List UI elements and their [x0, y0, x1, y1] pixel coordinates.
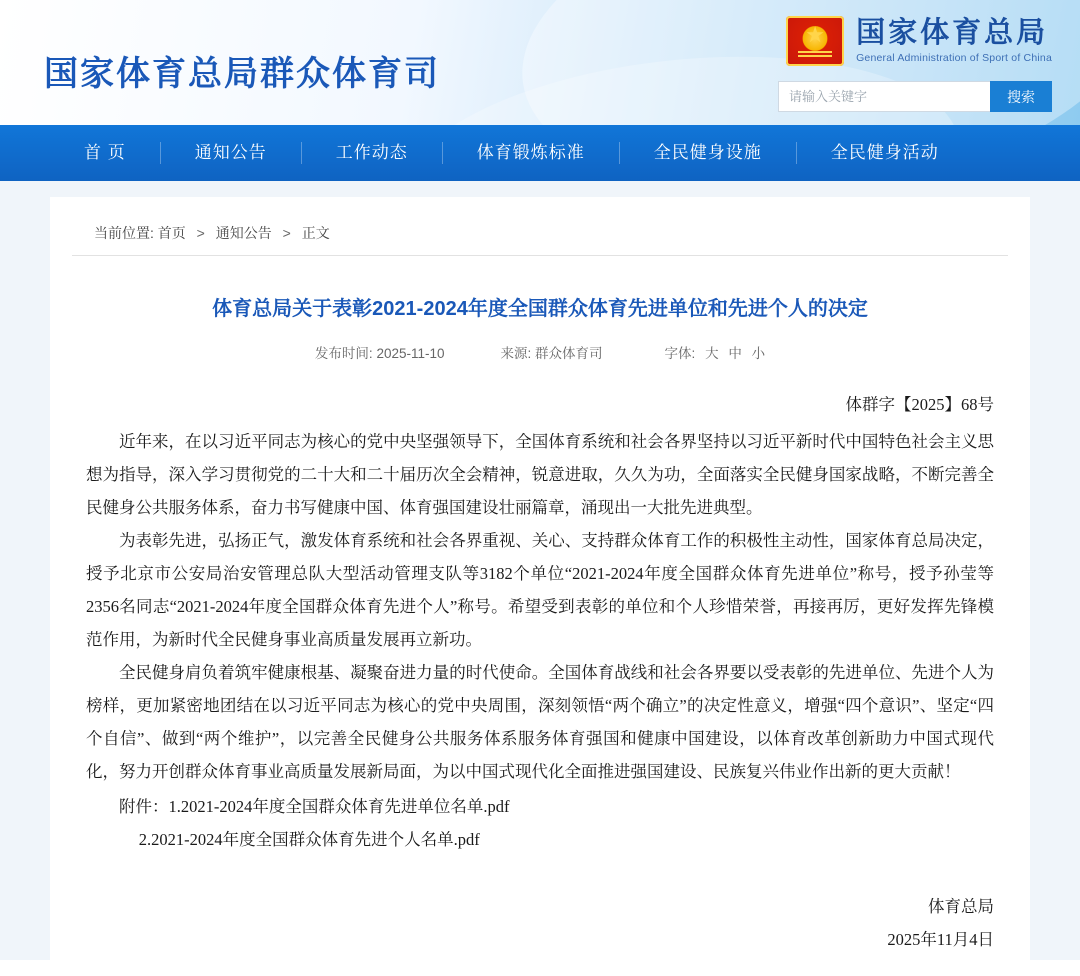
source: [501, 342, 603, 362]
nav-item-work-news[interactable]: 工作动态: [302, 142, 443, 164]
nav-item-activities[interactable]: 全民健身活动: [830, 143, 939, 162]
attachment-item[interactable]: 1.2021-2024年度全国群众体育先进单位名单.pdf: [168, 797, 510, 816]
article-paragraph: 全民健身肩负着筑牢健康根基、凝聚奋进力量的时代使命。全国体育战线和社会各界要以受表彰的先进单位、先进个人为榜样，更加紧密地团结在以习近平同志为核心的党中央周围，深刻领悟“两个确立”的决定性意义，增强“四个意识”、坚定“四个自信”、做到“两个维护”，以完善全民健身公共服务体系服务体育强国和健康中国建设，以体育改革创新助力中国式现代化，努力开创群众体育事业高质量发展新局面，为以中国式现代化全面推进强国建设、民族复兴伟业作出新的更大贡献！: [86, 663, 994, 781]
attachment-line-2: [86, 823, 994, 856]
page-title: 体育总局关于表彰2021-2024年度全国群众体育先进单位和先进个人的决定: [212, 298, 868, 320]
attachments: [86, 790, 994, 856]
font-size-label: 字体:: [664, 346, 696, 361]
source-value: 群众体育司: [535, 346, 603, 361]
publish-time-label: 发布时间:: [314, 346, 373, 361]
national-emblem-icon: [786, 16, 844, 66]
breadcrumb-prefix: 当前位置:: [94, 225, 154, 241]
signature-date: 2025年11月4日: [887, 930, 994, 949]
breadcrumb-separator: >: [282, 225, 291, 241]
publish-time-value: 2025-11-10: [376, 346, 445, 361]
font-size-large[interactable]: 大: [705, 346, 719, 361]
font-size-small[interactable]: 小: [751, 346, 766, 361]
breadcrumb-item-home[interactable]: 首页: [157, 225, 186, 241]
nav-item-facilities[interactable]: 全民健身设施: [620, 142, 797, 164]
search-input[interactable]: [778, 81, 990, 112]
search-button[interactable]: 搜索: [990, 81, 1052, 112]
publish-time: [315, 342, 445, 362]
article-content: [86, 388, 994, 956]
breadcrumb: [72, 197, 1008, 256]
nav-item-standards[interactable]: 体育锻炼标准: [443, 142, 620, 164]
logo-text-english: General Administration of Sport of China: [856, 51, 1052, 64]
article-meta: [50, 342, 1030, 362]
signature-block: [86, 890, 994, 956]
page-body: [0, 181, 1080, 960]
attachment-item[interactable]: 2.2021-2024年度全国群众体育先进个人名单.pdf: [138, 830, 480, 849]
main-navigation: [0, 125, 1080, 181]
breadcrumb-item-notice[interactable]: 通知公告: [215, 225, 272, 241]
nav-item-notice[interactable]: 通知公告: [161, 142, 302, 164]
font-size-medium[interactable]: 中: [728, 346, 742, 361]
document-number: 体群字【2025】68号: [845, 395, 994, 414]
breadcrumb-separator: >: [196, 225, 205, 241]
source-label: 来源:: [500, 346, 532, 361]
article-card: [50, 197, 1030, 976]
search-box: [778, 81, 1052, 112]
breadcrumb-item-current: 正文: [301, 225, 330, 241]
article-paragraph: 为表彰先进，弘扬正气，激发体育系统和社会各界重视、关心、支持群众体育工作的积极性主动性，国家体育总局决定，授予北京市公安局治安管理总队大型活动管理支队等3182个单位“2021-2024年度全国群众体育先进单位”称号，授予孙莹等2356名同志“2021-2024年度全国群众体育先进个人”称号。希望受到表彰的单位和个人珍惜荣誉，再接再厉，更好发挥先锋模范作用，为新时代全民健身事业高质量发展再立新功。: [86, 531, 994, 649]
site-header: [0, 0, 1080, 125]
nav-item-home[interactable]: 首 页: [50, 142, 161, 164]
logo-text-chinese: 国家体育总局: [856, 17, 1049, 50]
attachment-line-1: [86, 790, 994, 823]
article-paragraph: 近年来，在以习近平同志为核心的党中央坚强领导下，全国体育系统和社会各界坚持以习近平新时代中国特色社会主义思想为指导，深入学习贯彻党的二十大和二十届历次全会精神，锐意进取，久久为功，全面落实全民健身国家战略，不断完善全民健身公共服务体系，奋力书写健康中国、体育强国建设壮丽篇章，涌现出一大批先进典型。: [86, 432, 994, 517]
organization-logo: [786, 16, 1052, 66]
signature-organization: 体育总局: [928, 897, 994, 916]
site-title: 国家体育总局群众体育司: [44, 55, 440, 93]
attachment-label: 附件：: [119, 797, 169, 816]
font-size-switcher: [659, 342, 766, 362]
